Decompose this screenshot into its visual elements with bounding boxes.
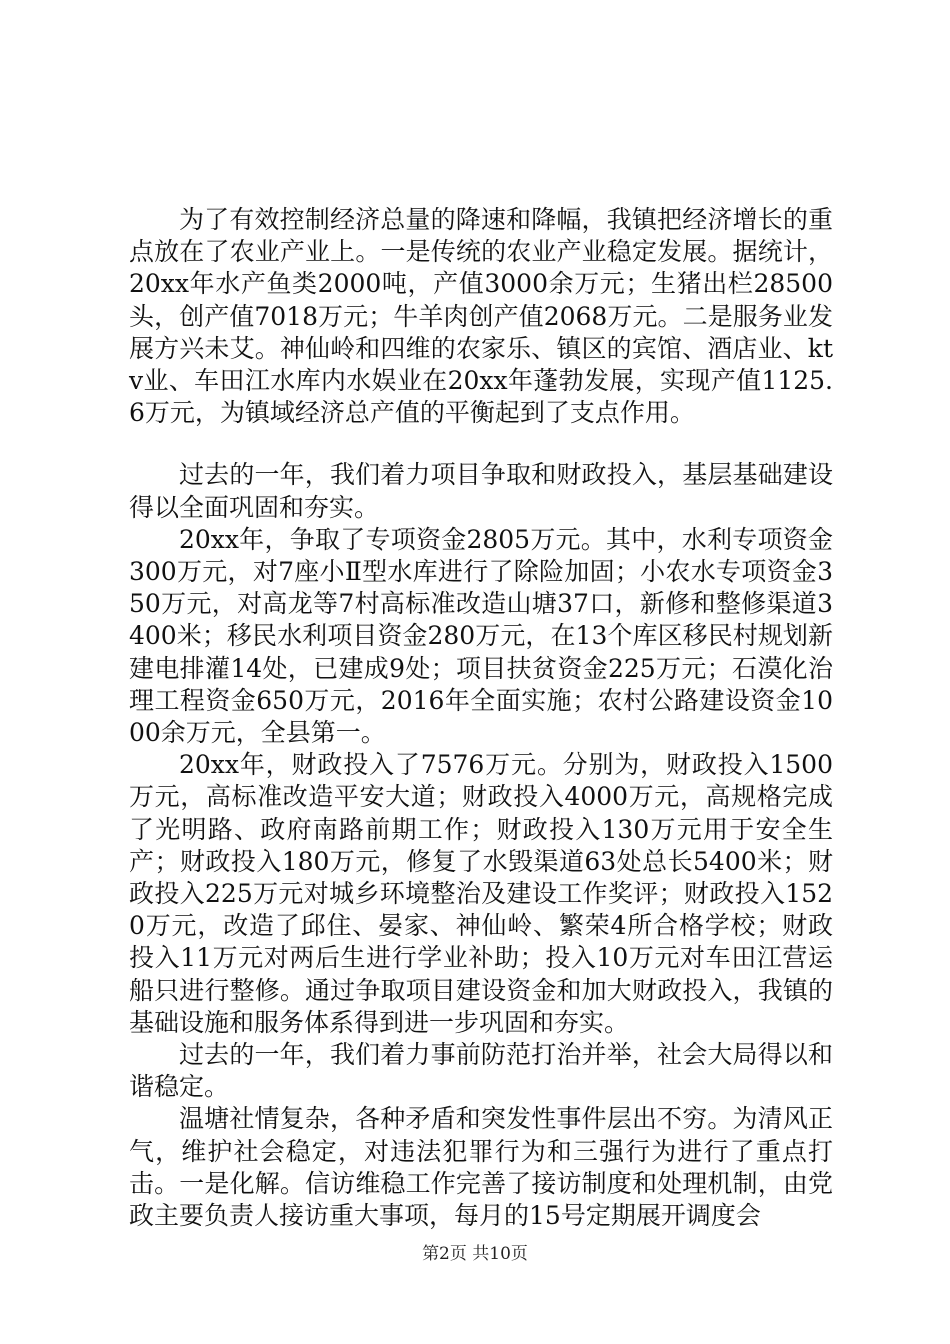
paragraph-gap bbox=[129, 429, 833, 459]
paragraph-stability-intro: 过去的一年，我们着力事前防范打治并举，社会大局得以和谐稳定。 bbox=[129, 1040, 833, 1102]
document-body bbox=[129, 204, 833, 1232]
paragraph-fiscal-investment: 20xx年，财政投入了7576万元。分别为，财政投入1500万元，高标准改造平安大道；财政投入4000万元，高规格完成了光明路、政府南路前期工作；财政投入130万元用于安全生产；财政投入180万元，修复了水毁渠道63处总长5400米；财政投入225万元对城乡环境整治及建设工作奖评；财政投入1520万元，改造了邱住、晏家、神仙岭、繁荣4所合格学校；财政投入11万元对两后生进行学业补助；投入10万元对车田江营运船只进行整修。通过争取项目建设资金和加大财政投入，我镇的基础设施和服务体系得到进一步巩固和夯实。 bbox=[129, 750, 833, 1037]
page-number-footer: 第2页 共10页 bbox=[422, 1244, 528, 1264]
paragraph-economy: 为了有效控制经济总量的降速和降幅，我镇把经济增长的重点放在了农业产业上。一是传统的农业产业稳定发展。据统计，20xx年水产鱼类2000吨，产值3000余万元；生猪出栏28500头，创产值7018万元；牛羊肉创产值2068万元。二是服务业发展方兴未艾。神仙岭和四维的农家乐、镇区的宾馆、酒店业、ktv业、车田江水库内水娱业在20xx年蓬勃发展，实现产值1125.6万元，为镇域经济总产值的平衡起到了支点作用。 bbox=[129, 205, 833, 428]
paragraph-social-situation: 温塘社情复杂，各种矛盾和突发性事件层出不穷。为清风正气，维护社会稳定，对违法犯罪行为和三强行为进行了重点打击。一是化解。信访维稳工作完善了接访制度和处理机制，由党政主要负责人接访重大事项，每月的15号定期展开调度会 bbox=[129, 1104, 833, 1231]
paragraph-special-funds: 20xx年，争取了专项资金2805万元。其中，水利专项资金300万元，对7座小Ⅱ型水库进行了除险加固；小农水专项资金350万元，对高龙等7村高标准改造山塘37口，新修和整修渠道3400米；移民水利项目资金280万元，在13个库区移民村规划新建电排灌14处，已建成9处；项目扶贫资金225万元；石漠化治理工程资金650万元，2016年全面实施；农村公路建设资金1000余万元，全县第一。 bbox=[129, 524, 833, 748]
paragraph-infrastructure-intro: 过去的一年，我们着力项目争取和财政投入，基层基础建设得以全面巩固和夯实。 bbox=[129, 460, 833, 522]
